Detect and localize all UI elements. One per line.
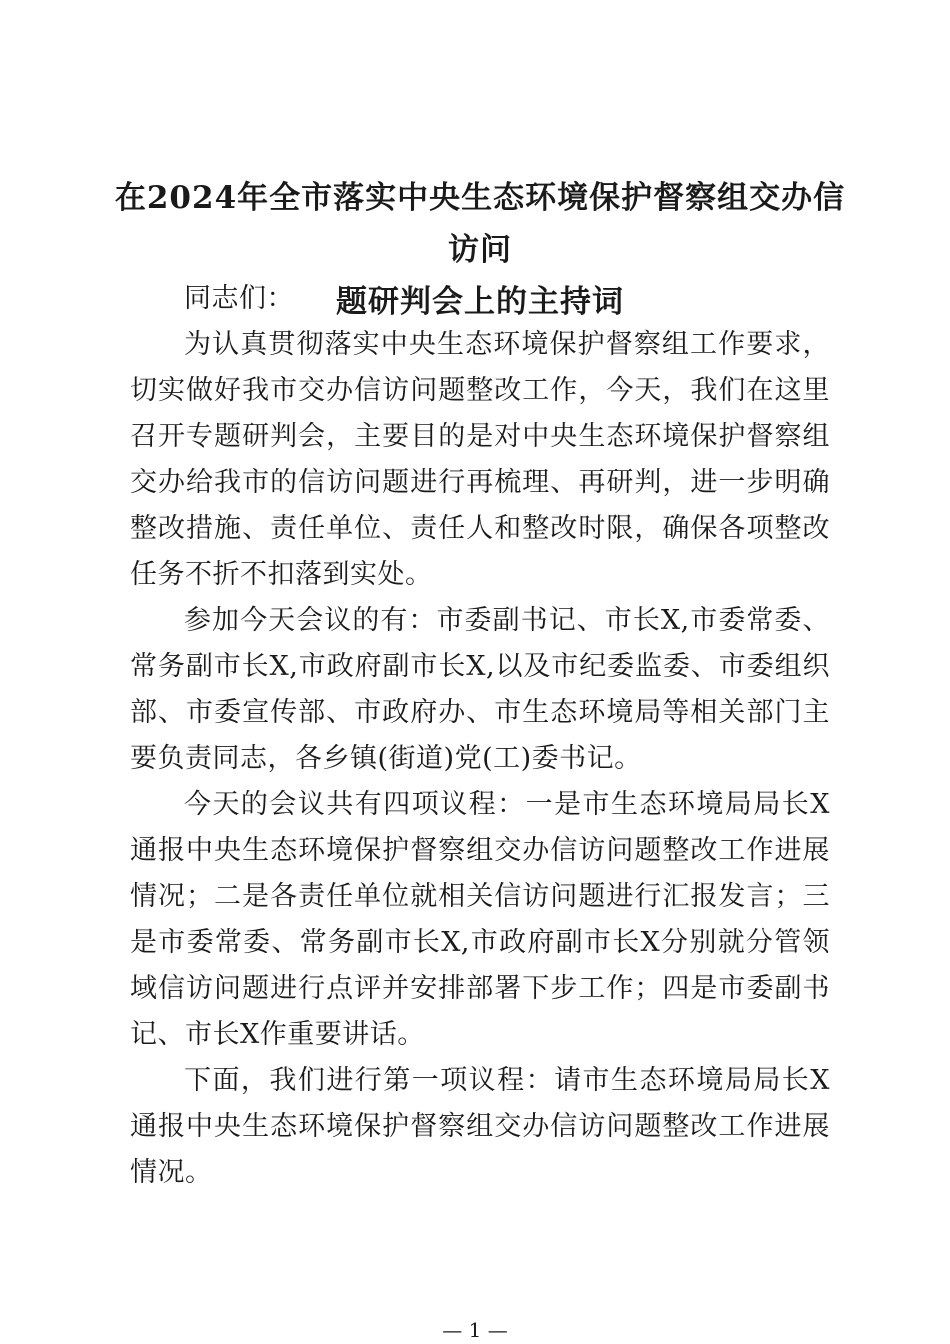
- page-number: — 1 —: [442, 1318, 508, 1342]
- title-line-2: 题研判会上的主持词: [336, 284, 624, 320]
- paragraph-first-item: 下面，我们进行第一项议程：请市生态环境局局长X通报中央生态环境保护督察组交办信访问题整改工作进展情况。: [130, 1065, 830, 1188]
- paragraph-purpose: 为认真贯彻落实中央生态环境保护督察组工作要求，切实做好我市交办信访问题整改工作，今天，我们在这里召开专题研判会，主要目的是对中央生态环境保护督察组交办给我市的信访问题进行再梳理、再研判，进一步明确整改措施、责任单位、责任人和整改时限，确保各项整改任务不折不扣落到实处。: [130, 329, 830, 590]
- title-line-1: 在2024年全市落实中央生态环境保护督察组交办信访问: [114, 180, 846, 268]
- paragraph-attendees: 参加今天会议的有：市委副书记、市长X,市委常委、常务副市长X,市政府副市长X,以及市纪委监委、市委组织部、市委宣传部、市政府办、市生态环境局等相关部门主要负责同志，各乡镇(街道)党(工)委书记。: [130, 605, 830, 774]
- salutation: 同志们：: [184, 283, 294, 314]
- paragraph-agenda: 今天的会议共有四项议程：一是市生态环境局局长X通报中央生态环境保护督察组交办信访问题整改工作进展情况；二是各责任单位就相关信访问题进行汇报发言；三是市委常委、常务副市长X,市政府副市长X分别就分管领域信访问题进行点评并安排部署下步工作；四是市委副书记、市长X作重要讲话。: [130, 789, 830, 1050]
- document-body: [130, 276, 830, 1196]
